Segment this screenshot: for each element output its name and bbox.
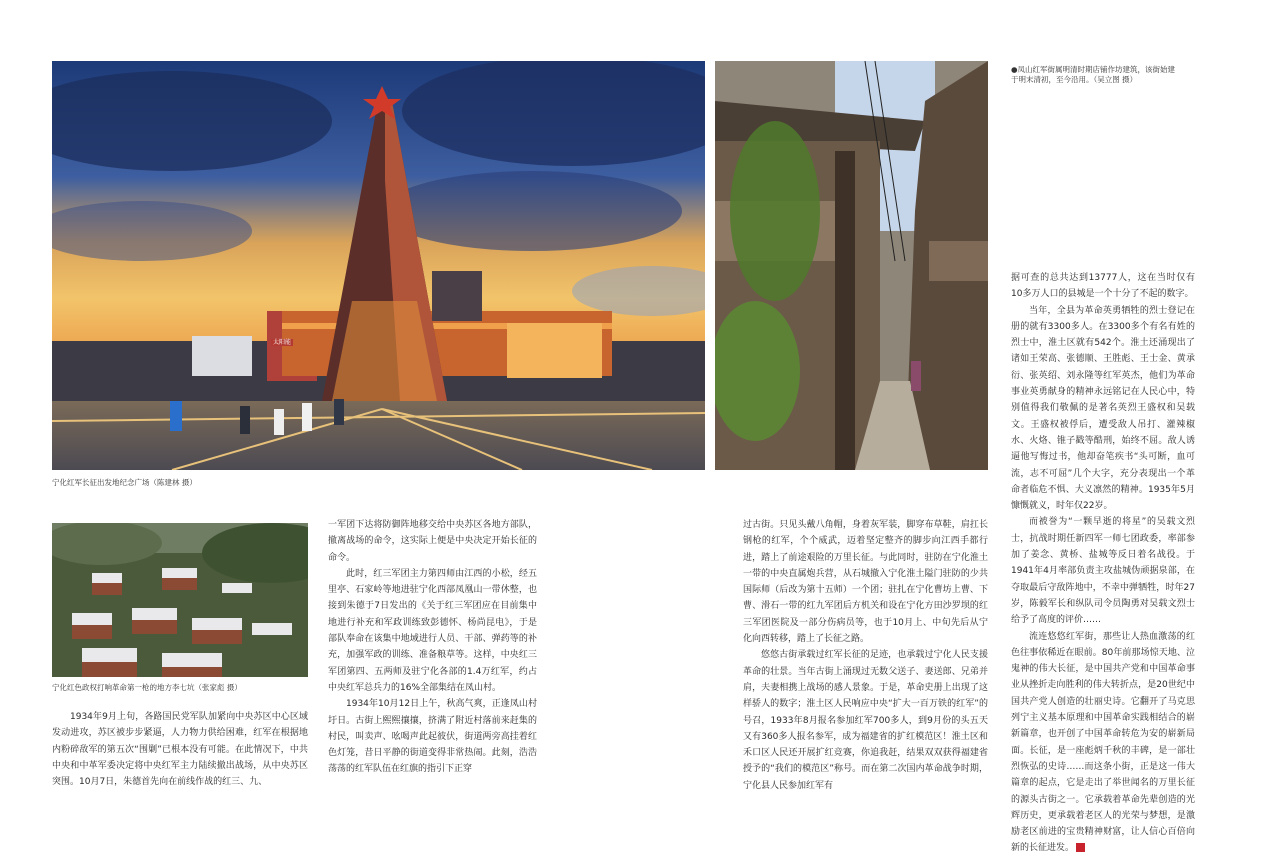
paragraph: 据可查的总共达到13777人，这在当时仅有10多万人口的县城是一个十分了不起的数字。 bbox=[1011, 273, 1195, 300]
paragraph: 1934年9月上旬，各路国民党军队加紧向中央苏区中心区域发动进攻，苏区被步步紧逼，人力物力供给困难，红军在根据地内粉碎敌军的第五次“围剿”已根本没有可能。在此情况下，中共中央和中革军委决定将中央红军主力陆续撤出战场，从中央苏区突围。10月7日，朱德首先向在前线作战的红三、九、 bbox=[52, 712, 308, 788]
paragraph-text: 流连悠悠红军街，那些让人热血激荡的红色往事依稀近在眼前。80年前那场惊天地、泣鬼神的伟大长征，是中国共产党和中国革命事业从挫折走向胜利的伟大转折点，是20世纪中国共产党人创造的壮丽史诗。它翻开了马克思列宁主义基本原理和中国革命实践相结合的崭新篇章，也开创了中国革命转危为安的崭新局面。长征，是一座彪炳千秋的丰碑，是一部壮烈恢弘的史诗……而这条小街，正是这一伟大篇章的起点，它是走出了举世闻名的万里长征的源头古街之一。它承载着革命先辈创造的光辉历史，更承载着老区人的光荣与梦想，是激励老区前进的宝贵精神财富，让人信心百倍向新的长征进发。 bbox=[1011, 631, 1195, 854]
text-column-4 bbox=[1011, 270, 1195, 857]
text-column-3 bbox=[743, 517, 988, 794]
village-caption: 宁化红色政权打响革命第一枪的地方李七坑（张家彪 摄） bbox=[52, 683, 242, 692]
end-mark-icon: J bbox=[1076, 843, 1085, 852]
text-column-2 bbox=[328, 517, 537, 778]
street-caption: ●凤山红军街属明清时期店铺作坊建筑，该街始建于明末清初，至今沿用。（吴立图 摄） bbox=[1011, 65, 1176, 84]
paragraph: 一军团下达将防御阵地移交给中央苏区各地方部队，撤离战场的命令，这实际上便是中央决定开始长征的命令。 bbox=[328, 520, 537, 563]
paragraph: 而被誉为“一颗早逝的将星”的吴载文烈士，抗战时期任新四军一师七团政委，率部参加了姜念、黄桥、盐城等反日着名战役。于1941年4月率部负责主攻盐城伪顽据泉部，在夺取最后守敌阵地中，不幸中弹牺牲，时年27岁，陈毅军长和纵队司令员陶勇对吴载文烈士给予了高度的评价…… bbox=[1011, 517, 1195, 626]
monument-photo bbox=[52, 61, 705, 470]
paragraph bbox=[1011, 629, 1195, 857]
paragraph: 过古街。只见头戴八角帽，身着灰军装，脚穿布草鞋，肩扛长钢枪的红军，个个威武，迈着坚定整齐的脚步向江西手都行进，踏上了前途艰险的万里长征。与此同时，驻防在宁化淮土一带的中央直属炮兵营，从石城撤入宁化淮土隘门驻防的少共国际师（后改为第十五师）一个团；驻扎在宁化曹坊上曹、下曹、滑石一带的红九军团后方机关和设在宁化方田沙罗坝的红三军团医院及一部分伤病员等，也于10月上、中旬先后从宁化向西转移，踏上了长征之路。 bbox=[743, 520, 988, 645]
paragraph: 悠悠古街承载过红军长征的足迹，也承载过宁化人民支援革命的壮景。当年古街上涌现过无数父送子、妻送郎、兄弟并肩，夫妻相携上战场的感人景象。于是，革命史册上出现了这样骄人的数字；淮土区人民响应中央“扩大一百万铁的红军”的号召，1933年8月报名参加红军700多人，到9月份的头五天又有360多人报名参军，成为福建省的扩红模范区！淮土区和禾口区人民还开展扩红竞赛，你追我赶，结果双双获得福建省授予的“我们的模范区”称号。而在第二次国内革命战争时期，宁化县人民参加红军有 bbox=[743, 650, 988, 791]
village-photo bbox=[52, 523, 308, 677]
monument-caption: 宁化红军长征出发地纪念广场（陈建林 摄） bbox=[52, 478, 197, 487]
paragraph: 当年，全县为革命英勇牺牲的烈士登记在册的就有3300多人。在3300多个有名有姓的烈士中，淮土区就有542个。淮土还涌现出了诸如王荣高、张德顺、王胜彪、王士金、黄承衍、张英绍、刘永隆等红军英杰，他们为革命事业英勇献身的精神永远铭记在人民心中，特别值得我们敬佩的是著名英烈王盛权和吴载文。王盛权被俘后，遭受敌人吊打、灌辣椒水、火烙、锥子戳等酷刑，始终不屈。敌人诱逼他写悔过书，他却奋笔疾书“头可断，血可流，志不可屈”几个大字，充分表现出一个革命者临危不惧、大义凛然的精神。1935年5月慷慨就义，时年仅22岁。 bbox=[1011, 305, 1195, 512]
street-photo bbox=[715, 61, 988, 470]
text-column-1 bbox=[52, 709, 308, 790]
paragraph: 1934年10月12日上午，秋高气爽，正逢凤山村圩日。古街上熙熙攘攘，挤满了附近村落前来赶集的村民，叫卖声、吆喝声此起彼伏，街道两旁高挂着红色灯笼，昔日平静的街道变得非常热闹。此刻，浩浩荡荡的红军队伍在红旗的指引下正穿 bbox=[328, 699, 537, 775]
paragraph: 此时，红三军团主力第四师由江西的小松，经五里亭、石家岭等地进驻宁化西部凤凰山一带休整，也接到朱德于7日发出的《关于红三军团应在目前集中地进行补充和军政训练致彭德怀、杨尚昆电》，于是部队奉命在该集中地域进行人员、干部、弹药等的补充，加强军政的训练、准备粮草等。这样，中央红三军团第四、五两师及驻宁化各部的1.4万红军，约占中央红军总兵力的16%全部集结在凤山村。 bbox=[328, 568, 537, 693]
monument-sign: 太阳能 bbox=[272, 339, 291, 346]
